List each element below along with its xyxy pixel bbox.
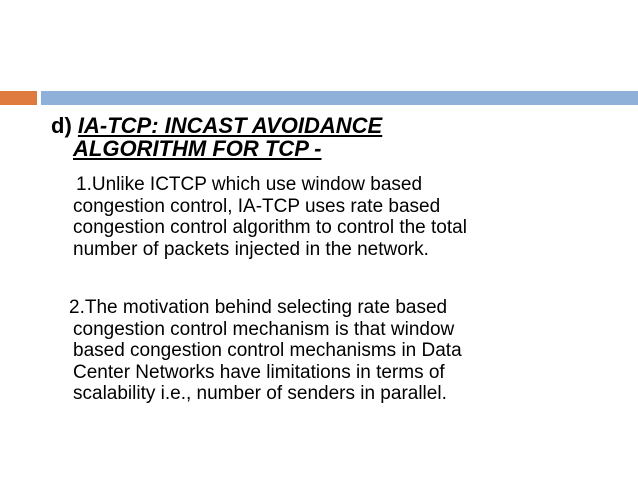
paragraph-1-line: congestion control, IA-TCP uses rate based xyxy=(73,195,441,217)
paragraph-2-line: based congestion control mechanisms in Data xyxy=(73,340,462,361)
slide-title xyxy=(51,114,611,160)
paragraph-2-line: 2.The motivation behind selecting rate based xyxy=(69,297,448,318)
paragraph-1-line: number of packets injected in the network. xyxy=(73,238,429,260)
paragraph-2-line: Center Networks have limitations in terms of xyxy=(73,361,445,383)
paragraph-1 xyxy=(73,174,467,260)
title-line-2: ALGORITHM FOR TCP - xyxy=(73,136,322,161)
paragraph-2-line: scalability i.e., number of senders in parallel. xyxy=(73,383,447,404)
title-line-1: IA-TCP: INCAST AVOIDANCE xyxy=(77,113,383,138)
title-prefix: d) xyxy=(51,113,78,138)
accent-block-orange xyxy=(0,91,37,105)
paragraph-1-line: 1.Unlike ICTCP which use window based xyxy=(76,174,423,195)
paragraph-2-line: congestion control mechanism is that window xyxy=(73,318,455,340)
paragraph-1-line: congestion control algorithm to control the total xyxy=(73,217,467,238)
accent-bar-blue xyxy=(41,91,638,105)
paragraph-2 xyxy=(69,297,462,405)
